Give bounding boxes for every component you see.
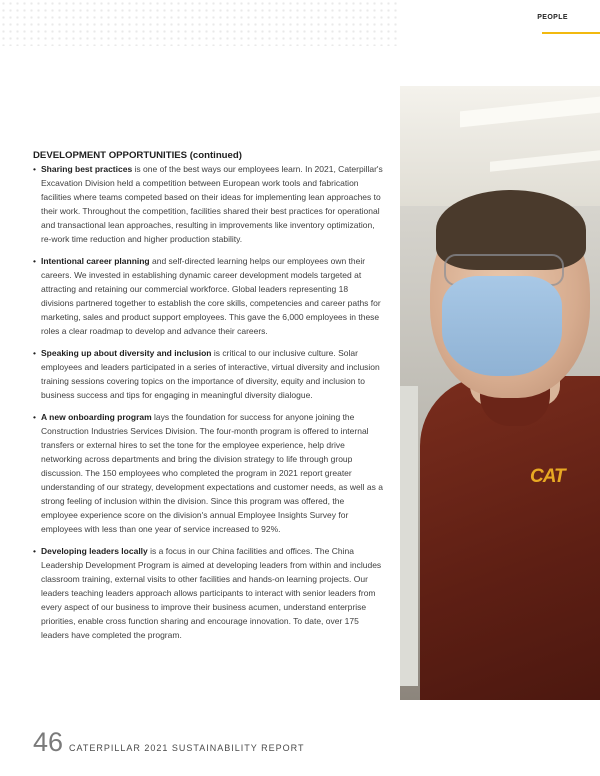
section-accent-line <box>542 32 600 34</box>
bullet-icon: • <box>33 412 36 422</box>
photo-monitor <box>400 386 418 686</box>
section-label: PEOPLE <box>537 14 568 21</box>
employee-photo <box>400 86 600 700</box>
report-title: CATERPILLAR 2021 SUSTAINABILITY REPORT <box>69 743 305 753</box>
list-item <box>33 254 383 338</box>
page-footer <box>33 726 304 756</box>
decorative-dot-pattern <box>0 0 400 46</box>
list-item-lead: Sharing best practices <box>41 164 133 174</box>
photo-face-mask <box>442 276 562 376</box>
list-item-lead: Developing leaders locally <box>41 546 148 556</box>
list-item-text: lays the foundation for success for anyone joining the Construction Industries Services Division. The four-month program is offered to internal transfers or external hires to set the tone for the employee experience, help drive networking across departments and bring the division strategy to life through group discussion. The 150 employees who completed the program in 2021 report greater understanding of our strategy, development expectations and customer needs, as well as a strong feeling of inclusion within the division. Since this program was offered, the employee experience score on the division's annual Employee Insights Survey for employees with less than one year of service increased to 92%. <box>41 412 383 534</box>
list-item <box>33 346 383 402</box>
list-item <box>33 410 383 536</box>
list-item-text: is critical to our inclusive culture. Solar employees and leaders participated in a series of interactive, virtual diversity and inclusion training sessions covering topics on the importance of diversity, equity and inclusion to business success and tips for engaging in meaningful diversity dialogue. <box>41 348 380 400</box>
list-item-text: is one of the best ways our employees learn. In 2021, Caterpillar's Excavation Division held a competition between European work tools and fabrication facilities where teams competed based on their ideas for implementing lean approaches to their work. Throughout the competition, facilities shared their best practices for operational and transactional lean approaches, resulting in improvements like inventory optimization, re-work time reduction and higher production stability. <box>41 164 383 244</box>
list-item-lead: Speaking up about diversity and inclusion <box>41 348 212 358</box>
list-item-text: and self-directed learning helps our employees own their careers. We invested in establishing dynamic career development models targeted at attracting and retaining our commercial workforce. Global leaders representing 18 divisions partnered together to establish the core skills, competencies and career paths for marketing, sales and product support employees. This gave the 6,000 employees in these roles a clear roadmap to develop and advance their careers. <box>41 256 381 336</box>
section-heading: DEVELOPMENT OPPORTUNITIES (continued) <box>33 150 242 161</box>
cat-logo: CAT <box>530 466 565 487</box>
page-number: 46 <box>33 727 64 757</box>
bullet-icon: • <box>33 256 36 266</box>
list-item-lead: A new onboarding program <box>41 412 152 422</box>
list-item <box>33 162 383 246</box>
bullet-icon: • <box>33 546 36 556</box>
list-item-lead: Intentional career planning <box>41 256 150 266</box>
article-body <box>33 150 383 650</box>
list-item-text: is a focus in our China facilities and offices. The China Leadership Development Program is aimed at developing leaders from within and includes classroom training, external visits to other facilities and hands-on learning projects. Our leaders teaching leaders approach allows participants to interact with senior leaders from every aspect of our business to improve their business acumen, understand enterprise priorities, enable cross function sharing and encourage innovation. To date, over 175 leaders have completed the program. <box>41 546 382 640</box>
bullet-icon: • <box>33 348 36 358</box>
list-item <box>33 544 383 642</box>
bullet-icon: • <box>33 164 36 174</box>
